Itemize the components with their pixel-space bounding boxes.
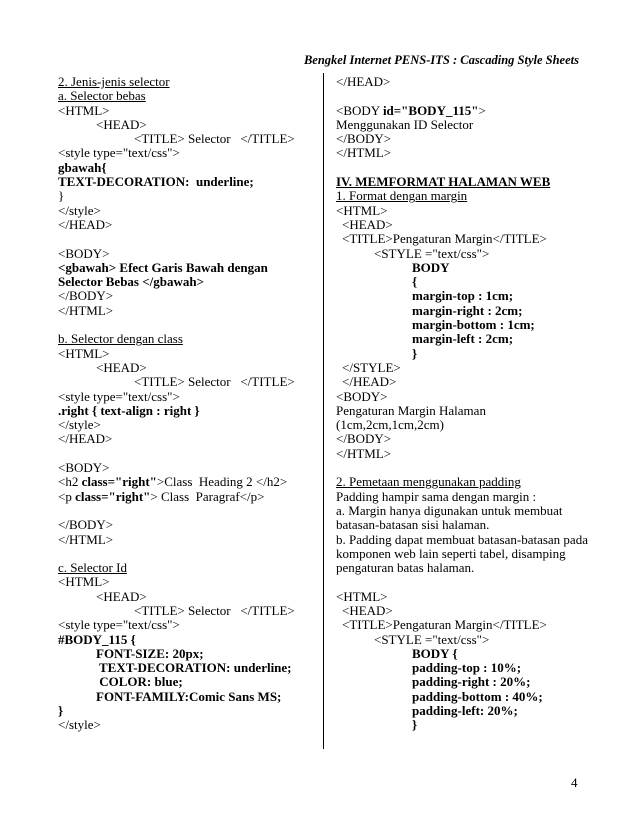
right-column [336,75,586,733]
code-line: </STYLE> [342,359,401,375]
code-line: padding-top : 10%; [412,660,522,676]
paragraph-line: komponen web lain seperti tabel, disamping [336,545,566,561]
page-header: Bengkel Internet PENS-ITS : Cascading Style Sheets [303,53,579,67]
code-line: <TITLE> Selector </TITLE> [134,131,295,147]
code-line: padding-right : 20%; [412,674,531,690]
code-line: BODY [412,259,450,275]
code-line: <HEAD> [342,602,393,618]
chapter-heading-memformat-halaman: IV. MEMFORMAT HALAMAN WEB [336,174,551,190]
code-line: </BODY> [336,131,392,147]
code-line: <p class="right"> Class Paragraf</p> [58,488,265,504]
code-line: (1cm,2cm,1cm,2cm) [336,417,444,433]
code-line: <style type="text/css"> [58,617,180,633]
code-line: </HTML> [336,445,392,461]
code-line: Selector Bebas </gbawah> [58,274,205,290]
subsection-selector-class: b. Selector dengan class [58,331,183,347]
code-line: TEXT-DECORATION: underline; [96,660,292,676]
code-line: FONT-SIZE: 20px; [96,645,204,661]
code-line: padding-bottom : 40%; [412,688,543,704]
code-line: margin-right : 2cm; [412,302,523,318]
paragraph-line: a. Margin hanya digunakan untuk membuat [336,502,563,518]
code-line: <BODY> [58,460,110,476]
code-line: padding-left: 20%; [412,703,518,719]
code-line: <TITLE>Pengaturan Margin</TITLE> [342,617,547,633]
code-line: BODY { [412,645,458,661]
code-line: <HEAD> [342,216,393,232]
code-line: COLOR: blue; [96,674,183,690]
code-line: <h2 class="right">Class Heading 2 </h2> [58,474,288,490]
paragraph-line: Padding hampir sama dengan margin : [336,488,537,504]
code-line: <HTML> [58,345,110,361]
subsection-format-margin: 1. Format dengan margin [336,188,468,204]
code-line: } [58,703,64,719]
code-line: <HEAD> [96,588,147,604]
subsection-selector-bebas: a. Selector bebas [58,88,146,104]
section-heading-jenis-selector: 2. Jenis-jenis selector [58,74,170,89]
code-line: } [412,717,418,733]
code-line: <gbawah> Efect Garis Bawah dengan [58,259,268,275]
code-line: #BODY_115 { [58,631,136,647]
code-line: </BODY> [58,517,114,533]
code-line: <BODY> [58,245,110,261]
code-line: </HEAD> [342,374,397,390]
code-line: </HEAD> [336,74,391,89]
code-line: <HTML> [336,588,388,604]
code-line: <TITLE> Selector </TITLE> [134,374,295,390]
code-line: <STYLE ="text/css"> [374,631,490,647]
paragraph-line: pengaturan batas halaman. [336,560,475,576]
subsection-pemetaan-padding: 2. Pemetaan menggunakan padding [336,474,521,490]
code-line: </HTML> [336,145,392,161]
code-line: <BODY id="BODY_115"> [336,102,486,118]
code-line: <HTML> [58,102,110,118]
code-line: .right { text-align : right } [58,402,200,418]
code-line: </style> [58,202,101,218]
code-line: <STYLE ="text/css"> [374,245,490,261]
code-line: </style> [58,717,101,733]
code-line: <style type="text/css"> [58,145,180,161]
code-line: <style type="text/css"> [58,388,180,404]
code-line: margin-top : 1cm; [412,288,514,304]
code-line: </HTML> [58,302,114,318]
code-line: </BODY> [58,288,114,304]
code-line: <TITLE> Selector </TITLE> [134,602,295,618]
code-line: </style> [58,417,101,433]
left-column [58,75,316,733]
subsection-selector-id: c. Selector Id [58,560,127,576]
code-line: </BODY> [336,431,392,447]
paragraph-line: b. Padding dapat membuat batasan-batasan pada [336,531,588,547]
code-line: margin-bottom : 1cm; [412,317,535,333]
column-divider [323,73,324,749]
code-line: Menggunakan ID Selector [336,116,474,132]
code-line: <HTML> [336,202,388,218]
code-line: } [58,188,65,204]
code-line: <HTML> [58,574,110,590]
code-line: { [412,274,418,290]
code-line: } [412,345,418,361]
code-line: <HEAD> [96,116,147,132]
code-line: </HEAD> [58,431,113,447]
code-line: TEXT-DECORATION: underline; [58,174,254,190]
code-line: </HTML> [58,531,114,547]
code-line: <TITLE>Pengaturan Margin</TITLE> [342,231,547,247]
code-line: gbawah{ [58,159,107,175]
code-line: margin-left : 2cm; [412,331,514,347]
code-line: </HEAD> [58,216,113,232]
paragraph-line: batasan-batasan sisi halaman. [336,517,490,533]
code-line: <HEAD> [96,359,147,375]
code-line: <BODY> [336,388,388,404]
page-number: 4 [571,775,578,790]
code-line: FONT-FAMILY:Comic Sans MS; [96,688,282,704]
code-line: Pengaturan Margin Halaman [336,402,486,418]
